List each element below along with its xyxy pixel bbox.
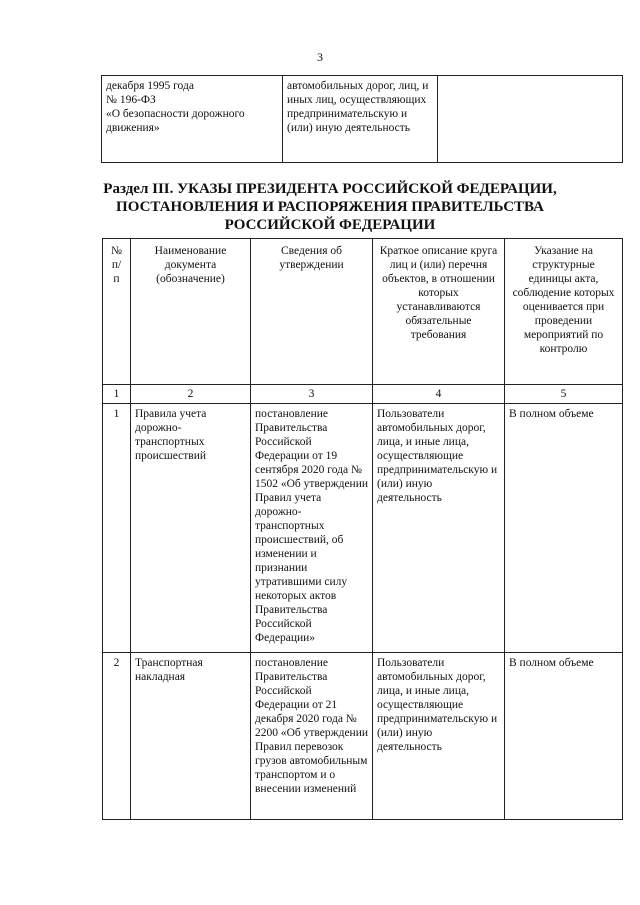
column-number: 3 xyxy=(251,385,373,404)
scope: В полном объеме xyxy=(505,404,623,653)
row-number: 2 xyxy=(103,653,131,820)
header-approval: Сведения об утверждении xyxy=(251,239,373,385)
section-heading: Раздел III. УКАЗЫ ПРЕЗИДЕНТА РОССИЙСКОЙ ФЕДЕРАЦИИ, ПОСТАНОВЛЕНИЯ И РАСПОРЯЖЕНИЯ ПРАВИТЕЛЬСТВА РОССИЙСКОЙ ФЕДЕРАЦИИ xyxy=(103,181,557,233)
header-document-name: Наименование документа (обозначение) xyxy=(131,239,251,385)
table-header-row xyxy=(103,239,623,385)
requirements-table xyxy=(102,238,623,820)
description: Пользователи автомобильных дорог, лица, и иные лица, осуществляющие предпринимательскую и (или) иную деятельность xyxy=(373,653,505,820)
description: Пользователи автомобильных дорог, лица, и иные лица, осуществляющие предпринимательскую и (или) иную деятельность xyxy=(373,404,505,653)
table-row xyxy=(103,404,623,653)
header-description: Краткое описание круга лиц и (или) перечня объектов, в отношении которых устанавливаются обязательные требования xyxy=(373,239,505,385)
header-number: № п/п xyxy=(103,239,131,385)
column-number: 5 xyxy=(505,385,623,404)
row-number: 1 xyxy=(103,404,131,653)
column-number: 2 xyxy=(131,385,251,404)
approval-details: постановление Правительства Российской Федерации от 21 декабря 2020 года № 2200 «Об утверждении Правил перевозок грузов автомобильным транспортом и о внесении изменений xyxy=(251,653,373,820)
header-scope: Указание на структурные единицы акта, соблюдение которых оценивается при проведении мероприятий по контролю xyxy=(505,239,623,385)
document-name: Правила учета дорожно-транспортных происшествий xyxy=(131,404,251,653)
column-number-row xyxy=(103,385,623,404)
column-number: 4 xyxy=(373,385,505,404)
document-cell: декабря 1995 года № 196-ФЗ «О безопасности дорожного движения» xyxy=(102,76,283,163)
description-cell: автомобильных дорог, лиц, и иных лиц, осуществляющих предпринимательскую и (или) иную деятельность xyxy=(283,76,438,163)
column-number: 1 xyxy=(103,385,131,404)
approval-details: постановление Правительства Российской Федерации от 19 сентября 2020 года № 1502 «Об утверждении Правил учета дорожно-транспортных происшествий, об изменении и признании утратившими силу некоторых актов Правительства Российской Федерации» xyxy=(251,404,373,653)
continuation-table xyxy=(101,75,623,163)
table-row xyxy=(102,76,623,163)
empty-cell xyxy=(438,76,623,163)
scope: В полном объеме xyxy=(505,653,623,820)
document-name: Транспортная накладная xyxy=(131,653,251,820)
page-number: 3 xyxy=(317,50,323,64)
table-row xyxy=(103,653,623,820)
